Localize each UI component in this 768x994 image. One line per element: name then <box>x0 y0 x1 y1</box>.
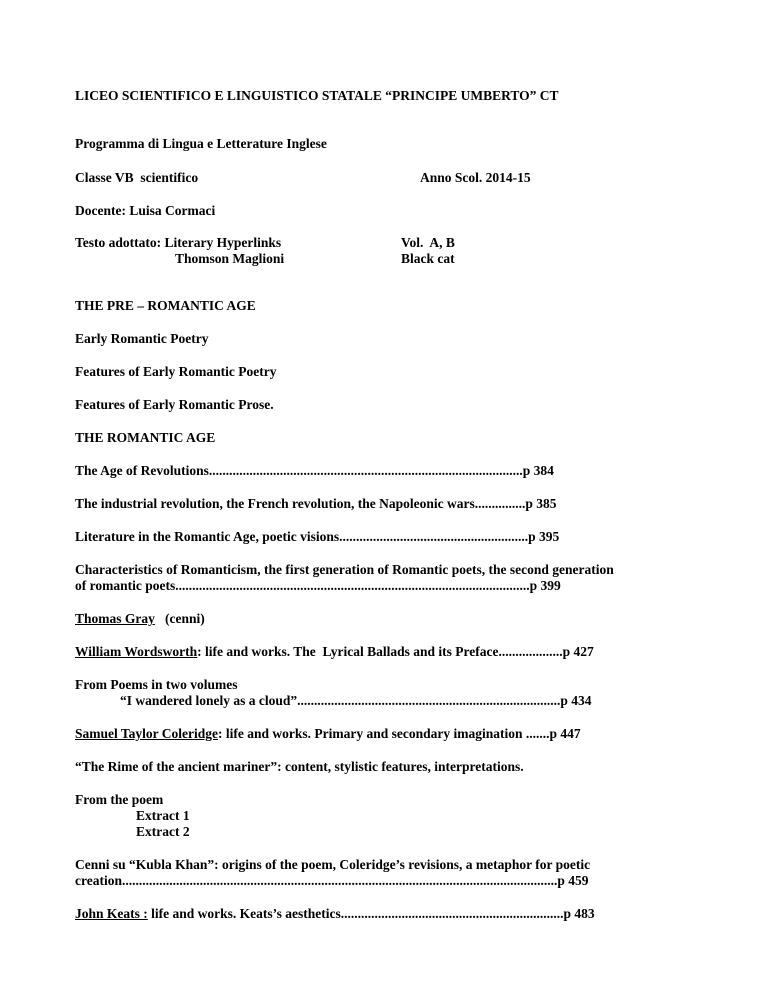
entry-kubla-line1: Cenni su “Kubla Khan”: origins of the poem, Coleridge’s revisions, a metaphor for poetic <box>75 857 591 872</box>
author-gray: Thomas Gray <box>75 611 155 626</box>
entry-wordsworth <box>75 644 594 661</box>
section-romantic: THE ROMANTIC AGE <box>75 430 216 445</box>
gray-note: (cenni) <box>154 611 205 626</box>
extract-2: Extract 2 <box>136 824 190 839</box>
from-poem: From the poem <box>75 792 164 807</box>
publisher-label: Black cat <box>401 251 455 266</box>
author-coleridge: Samuel Taylor Coleridge <box>75 726 219 741</box>
entry-rime: “The Rime of the ancient mariner”: content, stylistic features, interpretations. <box>75 759 524 774</box>
school-year: Anno Scol. 2014-15 <box>420 170 531 185</box>
class-label: Classe VB scientifico <box>75 170 199 185</box>
extract-1: Extract 1 <box>136 808 190 823</box>
wordsworth-topics: : life and works. The Lyrical Ballads and its Preface...................p 427 <box>197 644 594 659</box>
author-keats: John Keats : <box>75 906 148 921</box>
author-wordsworth: William Wordsworth <box>75 644 198 659</box>
textbook-authors: Thomson Maglioni <box>175 251 285 266</box>
entry-keats <box>75 906 595 923</box>
keats-topics: life and works. Keats’s aesthetics..................................................................p 483 <box>147 906 595 921</box>
teacher-label: Docente: Luisa Cormaci <box>75 203 216 218</box>
entry-characteristics-line2: of romantic poets.........................................................................................................p 399 <box>75 578 561 593</box>
entry-industrial: The industrial revolution, the French revolution, the Napoleonic wars...............p 385 <box>75 496 557 511</box>
topic-early-poetry: Early Romantic Poetry <box>75 331 209 346</box>
entry-wandered: “I wandered lonely as a cloud”..............................................................................p 434 <box>120 693 592 708</box>
entry-coleridge <box>75 726 581 743</box>
entry-kubla-line2: creation.................................................................................................................................p 459 <box>75 873 589 888</box>
from-poems: From Poems in two volumes <box>75 677 238 692</box>
topic-features-prose: Features of Early Romantic Prose. <box>75 397 274 412</box>
entry-literature: Literature in the Romantic Age, poetic visions........................................................p 395 <box>75 529 560 544</box>
section-pre-romantic: THE PRE – ROMANTIC AGE <box>75 298 256 313</box>
volume-label: Vol. A, B <box>401 235 455 250</box>
textbook-label: Testo adottato: Literary Hyperlinks <box>75 235 282 250</box>
entry-characteristics-line1: Characteristics of Romanticism, the first generation of Romantic poets, the second generation <box>75 562 614 577</box>
programme-title: Programma di Lingua e Letterature Inglese <box>75 136 327 151</box>
entry-revolutions: The Age of Revolutions.............................................................................................p 384 <box>75 463 554 478</box>
coleridge-topics: : life and works. Primary and secondary imagination .......p 447 <box>218 726 581 741</box>
school-heading: LICEO SCIENTIFICO E LINGUISTICO STATALE “PRINCIPE UMBERTO” CT <box>75 88 559 103</box>
entry-gray <box>75 611 205 628</box>
topic-features-poetry: Features of Early Romantic Poetry <box>75 364 277 379</box>
